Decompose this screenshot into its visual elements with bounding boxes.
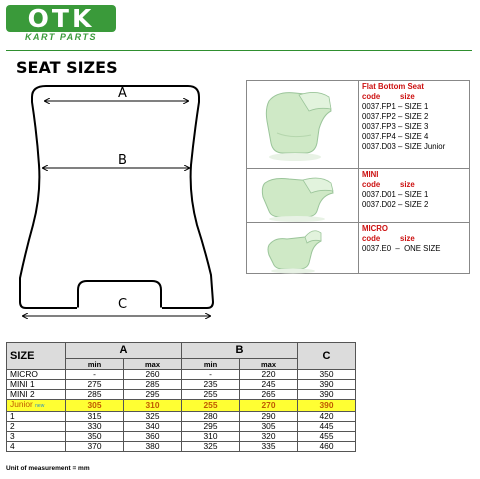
a-max-cell: 285 [124,380,182,390]
seat-outline-svg [18,80,228,320]
b-max-cell: 320 [240,432,298,442]
b-min-header: min [182,359,240,370]
dimension-a-label: A [118,86,127,101]
product-heading: MICRO [362,224,388,233]
code-column-label: code [362,234,381,243]
b-min-cell: 310 [182,432,240,442]
product-size: SIZE 2 [404,112,429,121]
product-code: 0037.FP1 [362,102,396,111]
seat-outline [20,86,213,308]
a-max-cell: 325 [124,412,182,422]
a-min-cell: 370 [66,442,124,452]
b-column-header: B [182,343,298,359]
product-size: SIZE 1 [404,190,429,199]
c-cell: 350 [298,370,356,380]
a-min-cell: - [66,370,124,380]
product-code: 0037.FP3 [362,122,396,131]
a-max-cell: 295 [124,390,182,400]
c-cell: 455 [298,432,356,442]
product-code: 0037.D02 [362,200,396,209]
size-column-label: size [400,234,415,243]
product-code: 0037.D01 [362,190,396,199]
product-heading: Flat Bottom Seat [362,82,424,91]
c-column-header: C [298,343,356,370]
table-row [7,422,356,432]
size-cell: MICRO [7,370,66,380]
b-max-cell: 220 [240,370,298,380]
a-min-cell: 285 [66,390,124,400]
a-max-cell: 340 [124,422,182,432]
flat-bottom-seat-info: Flat Bottom Seat code size 0037.FP1 – SIZE 1 0037.FP2 – SIZE 2 0037.FP3 – SIZE 3 0037.FP4 – SIZE 4 0037.D03 – SIZE Junior [362,82,446,151]
c-cell: 420 [298,412,356,422]
table-row [7,442,356,452]
size-cell: MINI 1 [7,380,66,390]
page-title: SEAT SIZES [16,58,118,77]
b-min-cell: 235 [182,380,240,390]
b-min-cell: - [182,370,240,380]
size-column-header: SIZE [7,343,66,370]
mini-seat-image [247,169,359,222]
product-size: SIZE 4 [404,132,429,141]
new-tag: new [35,403,45,409]
size-column-label: size [400,92,415,101]
c-cell: 390 [298,400,356,412]
a-max-cell: 360 [124,432,182,442]
unit-footnote: Unit of measurement = mm [6,465,90,472]
table-row-highlighted [7,400,356,412]
product-heading: MINI [362,170,379,179]
logo-subtitle: KART PARTS [24,32,97,42]
c-cell: 445 [298,422,356,432]
a-min-cell: 350 [66,432,124,442]
flat-bottom-seat-image [247,81,359,168]
a-max-cell: 310 [124,400,182,412]
size-label: Junior [10,399,33,409]
a-min-cell: 330 [66,422,124,432]
header-divider [6,50,472,51]
b-max-cell: 270 [240,400,298,412]
a-max-header: max [124,359,182,370]
b-max-cell: 265 [240,390,298,400]
b-max-cell: 245 [240,380,298,390]
logo-wordmark: OTK [6,5,116,32]
a-min-cell: 275 [66,380,124,390]
product-size: SIZE 3 [404,122,429,131]
size-cell [7,400,66,412]
product-code: 0037.FP4 [362,132,396,141]
code-column-label: code [362,92,381,101]
table-row [7,370,356,380]
seat-product-table [246,80,470,274]
product-code: 0037.FP2 [362,112,396,121]
a-min-cell: 315 [66,412,124,422]
product-size: ONE SIZE [404,244,441,253]
product-code: 0037.D03 [362,142,396,151]
product-code: 0037.E0 [362,244,392,253]
dimension-c-label: C [118,297,128,312]
seat-sizes-table [6,342,356,452]
size-cell: MINI 2 [7,390,66,400]
b-min-cell: 280 [182,412,240,422]
a-min-header: min [66,359,124,370]
seat-outline-diagram [18,80,228,320]
table-row [7,432,356,442]
code-column-label: code [362,180,381,189]
b-min-cell: 255 [182,390,240,400]
otk-logo [6,5,116,45]
b-max-cell: 335 [240,442,298,452]
size-cell: 2 [7,422,66,432]
b-min-cell: 325 [182,442,240,452]
a-max-cell: 380 [124,442,182,452]
b-min-cell: 295 [182,422,240,432]
micro-seat-info: MICRO code size 0037.E0 – ONE SIZE [362,224,441,253]
size-cell: 1 [7,412,66,422]
size-column-label: size [400,180,415,189]
mini-seat-info: MINI code size 0037.D01 – SIZE 1 0037.D02 – SIZE 2 [362,170,429,209]
c-cell: 390 [298,380,356,390]
a-column-header: A [66,343,182,359]
a-min-cell: 305 [66,400,124,412]
c-cell: 460 [298,442,356,452]
product-size: SIZE 1 [404,102,429,111]
product-row-flat-bottom [247,81,469,169]
b-max-cell: 305 [240,422,298,432]
table-row [7,412,356,422]
product-row-micro [247,223,469,274]
product-row-mini [247,169,469,223]
table-row [7,390,356,400]
product-size: SIZE Junior [404,142,446,151]
size-cell: 4 [7,442,66,452]
b-min-cell: 255 [182,400,240,412]
table-row [7,380,356,390]
size-cell: 3 [7,432,66,442]
a-max-cell: 260 [124,370,182,380]
c-cell: 390 [298,390,356,400]
b-max-header: max [240,359,298,370]
dimension-b-label: B [118,153,127,168]
micro-seat-image [247,223,359,274]
product-size: SIZE 2 [404,200,429,209]
b-max-cell: 290 [240,412,298,422]
